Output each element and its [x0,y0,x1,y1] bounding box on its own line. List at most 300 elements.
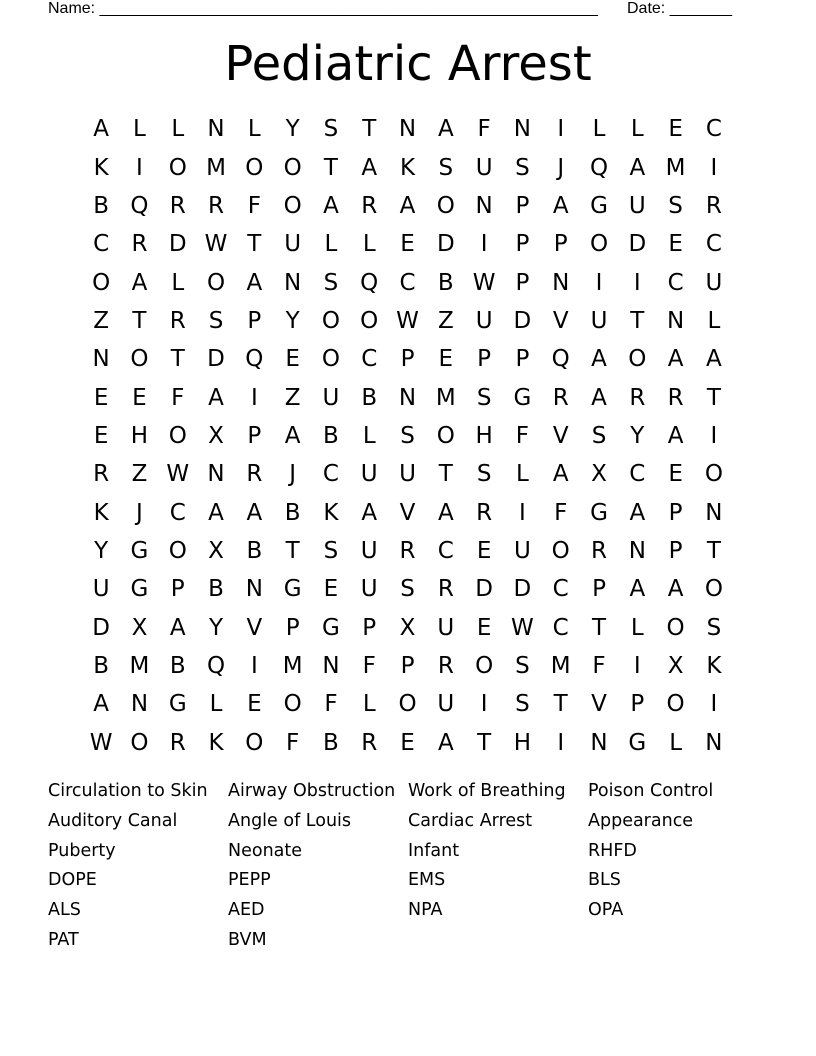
grid-cell: Y [285,116,300,143]
grid-cell: F [247,192,261,219]
grid-cell: O [436,192,455,219]
grid-row [82,417,733,455]
grid-cell: W [511,614,534,641]
grid-cell: S [400,422,415,449]
grid-cell: K [323,499,339,526]
grid-cell: A [93,116,110,143]
grid-cell: G [513,384,532,411]
grid-cell: L [247,116,261,143]
grid-cell: T [362,116,377,143]
grid-cell: D [436,231,455,258]
grid-row [82,685,733,723]
grid-cell: T [553,691,568,718]
grid-row [82,608,733,646]
grid-cell: O [168,537,187,564]
grid-cell: H [475,422,493,449]
grid-cell: D [513,576,532,603]
grid-cell: F [362,652,376,679]
grid-cell: C [169,499,186,526]
grid-cell: S [400,576,415,603]
word-list-item: Poison Control [588,781,714,801]
grid-cell: O [245,154,264,181]
grid-cell: P [515,269,530,296]
grid-cell: N [398,384,417,411]
grid-cell: E [668,116,683,143]
grid-cell: A [437,116,454,143]
grid-cell: F [477,116,491,143]
grid-cell: B [437,269,454,296]
word-list-item: BVM [228,929,267,950]
grid-cell: L [133,116,146,143]
grid-cell: R [361,192,378,219]
grid-cell: N [590,729,608,756]
grid-cell: S [515,652,530,679]
grid-row [82,110,733,148]
grid-cell: O [283,691,302,718]
grid-cell: N [705,499,723,526]
grid-cell: W [89,729,113,756]
grid-cell: U [360,461,378,488]
grid-cell: I [557,116,565,143]
grid-cell: P [362,614,377,641]
grid-cell: G [283,576,302,603]
grid-cell: Z [131,461,148,488]
grid-cell: G [130,537,149,564]
grid-cell: E [132,384,147,411]
grid-row [82,187,733,225]
grid-cell: T [170,346,185,373]
grid-cell: C [552,614,569,641]
grid-cell: D [475,576,493,603]
grid-cell: X [399,614,416,641]
grid-cell: N [705,729,723,756]
grid-cell: P [515,231,530,258]
grid-cell: L [171,116,185,143]
grid-cell: L [362,691,376,718]
grid-cell: I [633,652,641,679]
grid-cell: R [399,537,416,564]
grid-cell: Z [93,307,110,334]
grid-cell: R [246,461,263,488]
grid-cell: X [591,461,607,488]
grid-cell: I [480,691,488,718]
grid-cell: M [435,384,456,411]
grid-cell: X [131,614,148,641]
grid-cell: N [513,116,532,143]
grid-cell: B [361,384,378,411]
word-list-item: EMS [408,870,446,891]
grid-cell: E [93,422,109,449]
grid-cell: J [289,461,297,488]
grid-cell: U [360,576,378,603]
grid-cell: Q [589,154,609,181]
word-bank [48,777,788,956]
word-list-item: Circulation to Skin [48,781,208,801]
grid-cell: L [707,307,721,334]
word-list-item: Airway Obstruction [228,781,396,801]
grid-cell: F [324,691,338,718]
grid-cell: A [169,614,186,641]
grid-row [82,532,733,570]
grid-cell: C [93,231,110,258]
word-list-item: NPA [408,900,443,921]
grid-cell: D [628,231,647,258]
grid-cell: O [283,192,302,219]
grid-cell: A [361,154,378,181]
grid-row [82,302,733,340]
word-list-item: PEPP [228,870,271,891]
word-list-item: Puberty [48,840,116,861]
letter-grid [82,110,733,762]
grid-cell: A [667,576,684,603]
grid-cell: T [247,231,262,258]
grid-cell: O [398,691,417,718]
grid-cell: Z [437,307,454,334]
grid-cell: V [591,691,607,718]
grid-cell: A [131,269,148,296]
grid-cell: E [93,384,109,411]
grid-cell: O [283,154,302,181]
grid-cell: T [132,307,147,334]
grid-cell: R [552,384,569,411]
grid-cell: Q [245,346,264,373]
grid-cell: O [589,231,609,258]
grid-row [82,340,733,378]
grid-cell: A [629,576,646,603]
grid-cell: I [519,499,526,526]
grid-cell: Y [94,537,109,564]
grid-cell: N [552,269,570,296]
grid-cell: O [92,269,111,296]
grid-cell: I [595,269,603,296]
word-list-item: RHFD [588,840,637,861]
grid-cell: L [669,729,683,756]
grid-cell: O [130,729,149,756]
grid-cell: L [171,269,185,296]
grid-cell: E [323,576,339,603]
grid-cell: S [323,116,339,143]
grid-cell: U [705,269,723,296]
grid-row [82,225,733,263]
grid-cell: C [705,116,722,143]
grid-cell: M [129,652,150,679]
grid-cell: S [515,691,530,718]
grid-cell: R [208,192,225,219]
grid-cell: N [398,116,417,143]
grid-row [82,647,733,685]
grid-cell: N [284,269,302,296]
grid-cell: F [286,729,300,756]
grid-cell: A [667,422,684,449]
page-title: Pediatric Arrest [224,36,592,92]
grid-cell: P [515,192,530,219]
grid-cell: T [591,614,607,641]
grid-cell: I [710,154,718,181]
grid-cell: P [477,346,492,373]
grid-cell: O [321,346,340,373]
grid-cell: U [437,614,455,641]
grid-cell: R [591,537,607,564]
grid-cell: K [93,499,109,526]
grid-cell: U [360,537,378,564]
grid-cell: D [207,346,225,373]
grid-cell: U [475,307,493,334]
grid-cell: Y [630,422,645,449]
grid-cell: A [361,499,378,526]
grid-cell: R [437,652,454,679]
grid-cell: L [516,461,529,488]
grid-cell: O [551,537,570,564]
grid-cell: A [552,192,569,219]
grid-cell: L [209,691,223,718]
grid-cell: B [93,192,110,219]
grid-cell: J [557,154,565,181]
word-list-item: BLS [588,870,621,891]
grid-cell: S [706,614,722,641]
grid-cell: T [477,729,492,756]
grid-cell: O [168,154,187,181]
grid-cell: Y [209,614,224,641]
grid-cell: T [706,537,721,564]
grid-cell: I [480,231,488,258]
grid-cell: A [93,691,110,718]
grid-cell: O [360,307,379,334]
grid-cell: N [245,576,263,603]
word-list-item: Neonate [228,840,303,861]
grid-cell: R [131,231,148,258]
word-list-item: Appearance [588,810,694,831]
grid-cell: P [400,346,415,373]
grid-row [82,570,733,608]
grid-cell: R [169,729,186,756]
grid-cell: U [437,691,455,718]
grid-cell: O [475,652,494,679]
grid-cell: P [170,576,185,603]
grid-cell: R [93,461,110,488]
grid-row [82,724,733,762]
grid-cell: P [400,652,415,679]
grid-cell: O [168,422,187,449]
grid-cell: Z [284,384,301,411]
grid-cell: F [554,499,568,526]
grid-cell: T [630,307,645,334]
grid-cell: N [207,116,225,143]
grid-cell: P [668,537,683,564]
grid-cell: F [515,422,530,449]
grid-cell: U [92,576,110,603]
grid-cell: P [247,422,262,449]
grid-cell: I [557,729,565,756]
grid-cell: B [284,499,301,526]
grid-cell: K [208,729,224,756]
grid-cell: M [550,652,571,679]
word-list-item: Auditory Canal [48,810,178,831]
grid-cell: U [475,154,493,181]
grid-cell: S [476,384,492,411]
grid-cell: P [592,576,606,603]
grid-cell: G [168,691,187,718]
grid-cell: A [399,192,416,219]
grid-row [82,263,733,301]
grid-cell: H [513,729,532,756]
grid-cell: G [322,614,340,641]
grid-cell: E [668,461,683,488]
grid-cell: B [246,537,263,564]
grid-cell: N [475,192,493,219]
grid-cell: U [590,307,608,334]
grid-cell: W [204,231,228,258]
grid-cell: C [399,269,416,296]
grid-cell: Q [551,346,570,373]
grid-cell: A [629,154,646,181]
grid-cell: U [322,384,340,411]
grid-cell: W [396,307,419,334]
grid-cell: G [628,729,647,756]
grid-cell: I [136,154,143,181]
grid-cell: L [362,231,376,258]
grid-cell: P [515,346,530,373]
word-list-item: OPA [588,900,624,921]
grid-cell: U [399,461,416,488]
grid-cell: A [629,499,646,526]
grid-cell: L [630,116,644,143]
grid-cell: N [207,461,225,488]
grid-cell: N [130,691,149,718]
grid-cell: S [476,461,492,488]
grid-cell: H [130,422,149,449]
grid-cell: B [208,576,224,603]
grid-cell: V [552,422,569,449]
grid-cell: U [284,231,302,258]
grid-cell: R [476,499,493,526]
grid-cell: O [628,346,647,373]
grid-cell: E [285,346,300,373]
grid-cell: R [667,384,684,411]
grid-cell: E [476,614,492,641]
word-list-item: PAT [48,929,79,950]
grid-cell: C [552,576,569,603]
grid-cell: O [130,346,149,373]
grid-cell: O [666,691,685,718]
grid-cell: E [668,231,683,258]
grid-cell: B [169,652,186,679]
grid-cell: J [136,499,143,526]
grid-cell: X [667,652,684,679]
grid-cell: O [206,269,226,296]
grid-cell: M [206,154,226,181]
grid-cell: P [668,499,683,526]
grid-cell: O [436,422,455,449]
grid-cell: A [437,729,454,756]
grid-cell: S [323,537,339,564]
grid-cell: W [472,269,496,296]
grid-cell: Y [285,307,300,334]
grid-cell: T [323,154,338,181]
grid-cell: A [246,269,263,296]
grid-cell: K [706,652,722,679]
grid-cell: C [705,231,722,258]
grid-cell: S [515,154,530,181]
grid-cell: A [591,346,607,373]
grid-row [82,378,733,416]
grid-cell: L [630,614,644,641]
grid-cell: C [629,461,646,488]
grid-cell: V [552,307,569,334]
grid-cell: X [208,422,224,449]
grid-row [82,148,733,186]
grid-cell: I [710,691,718,718]
grid-cell: G [590,499,608,526]
grid-cell: I [633,269,641,296]
grid-cell: O [704,461,723,488]
grid-cell: E [438,346,454,373]
word-list-item: DOPE [48,870,97,891]
grid-cell: V [399,499,416,526]
grid-cell: I [250,652,258,679]
word-list-item: Angle of Louis [228,810,352,831]
grid-cell: A [208,499,224,526]
grid-cell: Q [130,192,149,219]
grid-cell: I [250,384,258,411]
grid-cell: L [324,231,338,258]
date-field-label: Date: _______ [627,0,732,17]
grid-cell: A [246,499,263,526]
grid-cell: S [208,307,224,334]
grid-cell: M [282,652,303,679]
grid-cell: L [592,116,606,143]
grid-cell: N [666,307,685,334]
grid-cell: E [400,231,415,258]
word-list-item: Work of Breathing [408,781,566,801]
grid-cell: P [553,231,568,258]
grid-cell: R [705,192,722,219]
grid-cell: R [437,576,454,603]
grid-cell: R [169,192,186,219]
grid-cell: C [667,269,684,296]
grid-cell: E [247,691,262,718]
grid-cell: U [628,192,646,219]
grid-cell: S [323,269,339,296]
grid-cell: D [92,614,110,641]
grid-cell: T [285,537,300,564]
word-list-item: Infant [408,840,460,861]
grid-cell: C [361,346,378,373]
grid-cell: L [362,422,376,449]
grid-cell: W [166,461,190,488]
name-field-label: Name: ________________________________________________________ [48,0,598,17]
grid-cell: A [591,384,607,411]
grid-cell: G [590,192,608,219]
grid-cell: B [323,729,339,756]
grid-cell: E [400,729,415,756]
grid-cell: R [361,729,378,756]
grid-cell: O [704,576,723,603]
grid-cell: N [628,537,646,564]
grid-cell: V [246,614,263,641]
grid-cell: T [438,461,453,488]
grid-cell: Q [206,652,226,679]
grid-cell: O [666,614,685,641]
grid-cell: P [285,614,300,641]
grid-cell: M [665,154,686,181]
grid-cell: S [438,154,454,181]
grid-cell: T [706,384,721,411]
grid-cell: R [169,307,186,334]
grid-cell: F [171,384,185,411]
grid-cell: C [437,537,454,564]
grid-cell: A [284,422,301,449]
grid-cell: O [245,729,264,756]
